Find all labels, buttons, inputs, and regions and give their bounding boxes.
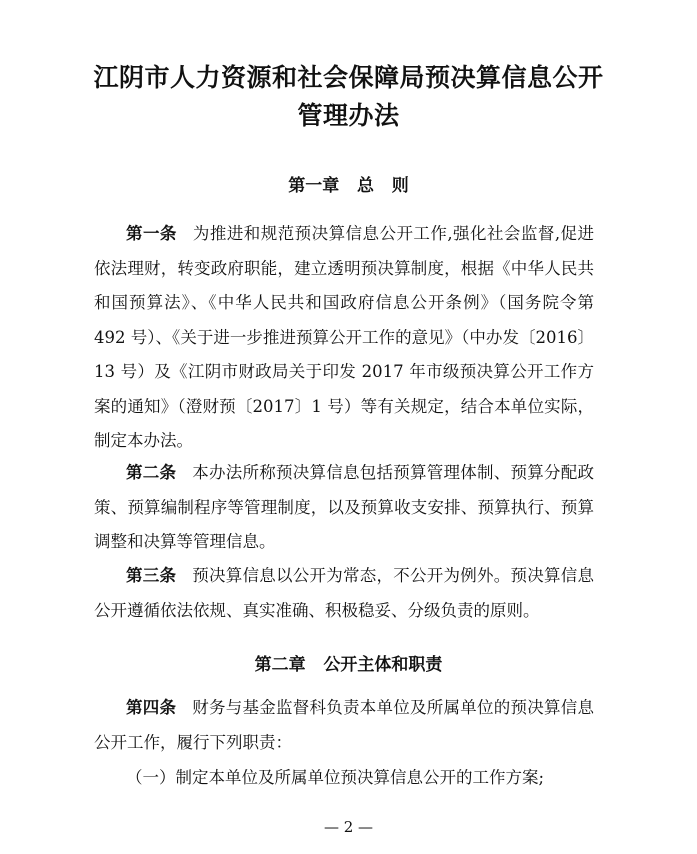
article-4-text: 财务与基金监督科负责本单位及所属单位的预决算信息公开工作，履行下列职责： bbox=[94, 698, 594, 752]
article-1-label: 第一条 bbox=[126, 224, 177, 243]
chapter-heading-1: 第一章 总 则 bbox=[288, 176, 409, 196]
article-4 bbox=[94, 691, 594, 760]
duty-item-1: （一）制定本单位及所属单位预决算信息公开的工作方案; bbox=[126, 768, 545, 787]
article-2-text: 本办法所称预决算信息包括预算管理体制、预算分配政策、预算编制程序等管理制度，以及预算收支安排、预算执行、预算调整和决算等管理信息。 bbox=[94, 463, 594, 551]
chapter-heading-2: 第二章 公开主体和职责 bbox=[254, 655, 443, 675]
article-1 bbox=[94, 217, 594, 459]
article-3-text: 预决算信息以公开为常态，不公开为例外。预决算信息公开遵循依法依规、真实准确、积极稳妥、分级负责的原则。 bbox=[94, 566, 594, 620]
document-title-line2: 管理办法 bbox=[297, 101, 400, 130]
document-title-line1: 江阴市人力资源和社会保障局预决算信息公开 bbox=[93, 63, 604, 92]
article-3-label: 第三条 bbox=[126, 566, 177, 585]
article-2 bbox=[94, 456, 594, 560]
article-2-label: 第二条 bbox=[126, 463, 177, 482]
article-4-label: 第四条 bbox=[126, 698, 177, 717]
page-number: — 2 — bbox=[323, 818, 374, 836]
article-3 bbox=[94, 559, 594, 628]
article-1-text: 为推进和规范预决算信息公开工作,强化社会监督,促进依法理财，转变政府职能，建立透明预决算制度，根据《中华人民共和国预算法》、《中华人民共和国政府信息公开条例》（国务院令第 492 号）、《关于进一步推进预算公开工作的意见》（中办发〔2016〕13 号）及《江阴市财政局关于印发 2017 年市级预决算公开工作方案的通知》（澄财预〔2017〕1 号）等有关规定，结合本单位实际，制定本办法。 bbox=[94, 224, 594, 450]
